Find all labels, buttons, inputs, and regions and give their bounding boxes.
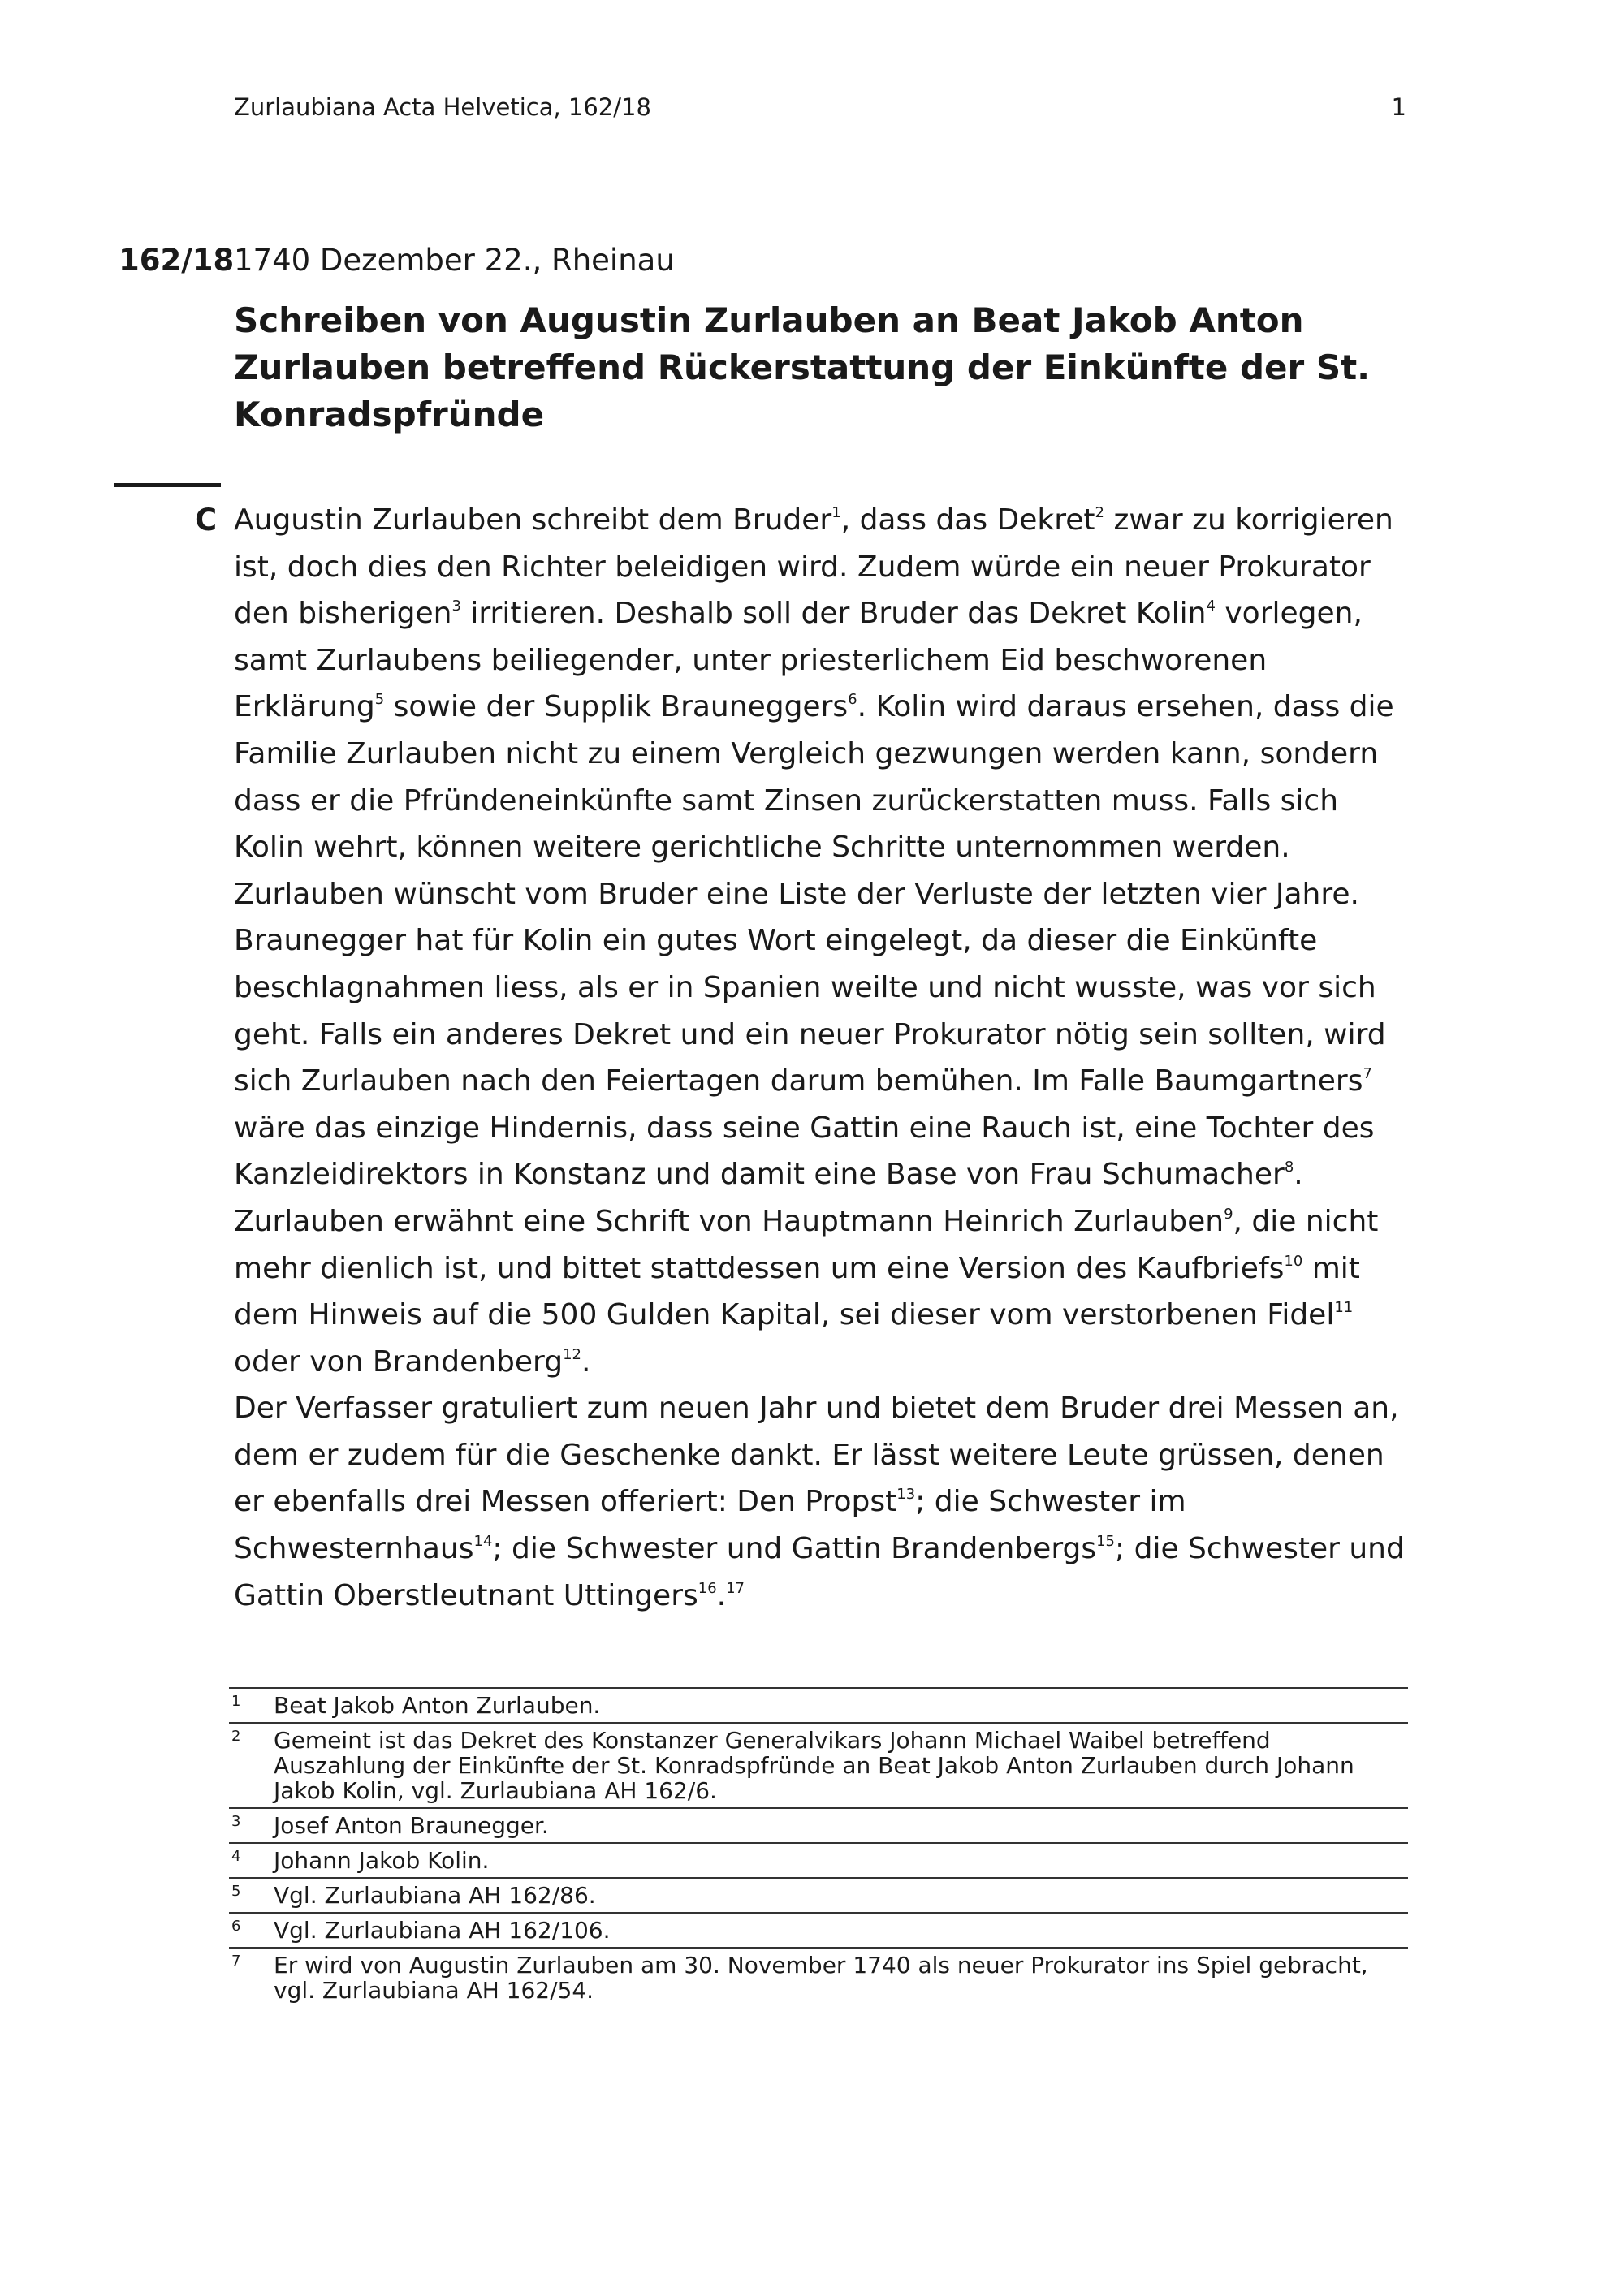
summary-paragraph-1	[234, 497, 1411, 1385]
footnote-text: Josef Anton Braunegger.	[274, 1812, 549, 1839]
footnote-item	[229, 1722, 1408, 1807]
running-header	[234, 91, 1406, 123]
document-type-letter: C	[195, 503, 218, 537]
footnote-number: 4	[231, 1848, 241, 1865]
summary-text: . Zurlauben erwähnt eine Schrift von Hauptmann Heinrich Zurlauben	[234, 1158, 1303, 1238]
footnote-number: 1	[231, 1693, 241, 1710]
footnote-item	[229, 1807, 1408, 1842]
footnote-number: 5	[231, 1883, 241, 1900]
footnote-reference: 17	[726, 1579, 745, 1597]
running-title: Zurlaubiana Acta Helvetica, 162/18	[234, 93, 651, 121]
footnote-text: Gemeint ist das Dekret des Konstanzer Generalvikars Johann Michael Waibel betreffend Auszahlung der Einkünfte der St. Konradspfründe an Beat Jakob Anton Zurlauben durch Johann Jakob Kolin, vgl. Zurlaubiana AH 162/6.	[274, 1727, 1354, 1804]
summary-text: sowie der Supplik Brauneggers	[384, 690, 849, 724]
footnote-number: 2	[231, 1728, 241, 1745]
footnote-item	[229, 1912, 1408, 1947]
footnote-text: Er wird von Augustin Zurlauben am 30. November 1740 als neuer Prokurator ins Spiel gebracht, vgl. Zurlaubiana AH 162/54.	[274, 1952, 1368, 2004]
summary-text: Augustin Zurlauben schreibt dem Bruder	[234, 503, 832, 537]
summary-text: vorlegen, samt Zurlaubens beiliegender, unter priesterlichem Eid beschworenen Erklärung	[234, 597, 1363, 724]
footnotes	[229, 1687, 1408, 2007]
footnote-number: 7	[231, 1953, 241, 1970]
footnote-reference: 3	[451, 598, 461, 615]
footnote-item	[229, 1687, 1408, 1722]
footnote-reference: 15	[1096, 1533, 1116, 1551]
summary-text: zwar zu korrigieren ist, doch dies den Richter beleidigen wird. Zudem würde ein neuer Prokurator den bisherigen	[234, 503, 1393, 631]
footnote-text: Johann Jakob Kolin.	[274, 1847, 490, 1874]
summary-text: mit dem Hinweis auf die 500 Gulden Kapital, sei dieser vom verstorbenen Fidel	[234, 1251, 1360, 1332]
summary-text: .	[581, 1344, 591, 1379]
summary-text: .	[716, 1578, 727, 1612]
footnote-number: 3	[231, 1813, 241, 1830]
footnote-text: Beat Jakob Anton Zurlauben.	[274, 1692, 601, 1719]
summary-text: ; die Schwester und Gattin Oberstleutnant Uttingers	[234, 1532, 1405, 1612]
summary-text: irritieren. Deshalb soll der Bruder das Dekret Kolin	[460, 597, 1207, 631]
summary-paragraph-2	[234, 1385, 1411, 1619]
summary-text: Der Verfasser gratuliert zum neuen Jahr und bietet dem Bruder drei Messen an, dem er zudem für die Geschenke dankt. Er lässt weitere Leute grüssen, denen er ebenfalls drei Messen offeriert: Den Propst	[234, 1392, 1399, 1519]
page-number: 1	[1391, 93, 1406, 121]
summary-text: oder von Brandenberg	[234, 1344, 564, 1379]
footnote-number: 6	[231, 1918, 241, 1935]
summary-text: wäre das einzige Hindernis, dass seine Gattin eine Rauch ist, eine Tochter des Kanzleidirektors in Konstanz und damit eine Base von Frau Schumacher	[234, 1111, 1375, 1192]
section-rule	[114, 483, 221, 487]
footnote-reference: 2	[1095, 504, 1104, 521]
footnote-reference: 8	[1284, 1159, 1294, 1176]
entry-title: Schreiben von Augustin Zurlauben an Beat Jakob Anton Zurlauben betreffend Rückerstattung der Einkünfte der St. Konradspfründe	[234, 300, 1371, 434]
footnote-reference: 4	[1206, 598, 1216, 615]
footnote-text: Vgl. Zurlaubiana AH 162/86.	[274, 1882, 596, 1909]
footnote-text: Vgl. Zurlaubiana AH 162/106.	[274, 1917, 611, 1944]
summary	[234, 497, 1411, 1619]
footnote-reference: 16	[698, 1579, 717, 1597]
footnote-item	[229, 1947, 1408, 2007]
footnote-item	[229, 1877, 1408, 1912]
footnote-reference: 1	[831, 504, 841, 521]
summary-text: . Kolin wird daraus ersehen, dass die Familie Zurlauben nicht zu einem Vergleich gezwungen werden kann, sondern dass er die Pfründeneinkünfte samt Zinsen zurückerstatten muss. Falls sich Kolin wehrt, können weitere gerichtliche Schritte unternommen werden. Zurlauben wünscht vom Bruder eine Liste der Verluste der letzten vier Jahre. Braunegger hat für Kolin ein gutes Wort eingelegt, da dieser die Einkünfte beschlagnahmen liess, als er in Spanien weilte und nicht wusste, was vor sich geht. Falls ein anderes Dekret und ein neuer Prokurator nötig sein sollten, wird sich Zurlauben nach den Feiertagen darum bemühen. Im Falle Baumgartners	[234, 690, 1394, 1098]
footnote-item	[229, 1842, 1408, 1877]
summary-text: ; die Schwester im Schwesternhaus	[234, 1485, 1186, 1566]
footnote-reference: 13	[896, 1486, 916, 1504]
summary-text: , die nicht mehr dienlich ist, und bittet stattdessen um eine Version des Kaufbriefs	[234, 1204, 1379, 1285]
entry-id: 162/18	[119, 243, 235, 278]
footnote-reference: 6	[848, 691, 857, 709]
footnote-reference: 9	[1224, 1205, 1233, 1223]
summary-text: ; die Schwester und Gattin Brandenbergs	[492, 1532, 1097, 1566]
footnote-reference: 7	[1363, 1065, 1372, 1083]
entry-date-place: 1740 Dezember 22., Rheinau	[234, 243, 675, 278]
footnote-reference: 5	[374, 691, 385, 709]
summary-text: , dass das Dekret	[840, 503, 1095, 537]
footnote-reference: 14	[473, 1533, 493, 1551]
footnote-reference: 11	[1334, 1299, 1354, 1317]
footnote-reference: 10	[1284, 1252, 1303, 1270]
footnote-reference: 12	[563, 1345, 581, 1363]
